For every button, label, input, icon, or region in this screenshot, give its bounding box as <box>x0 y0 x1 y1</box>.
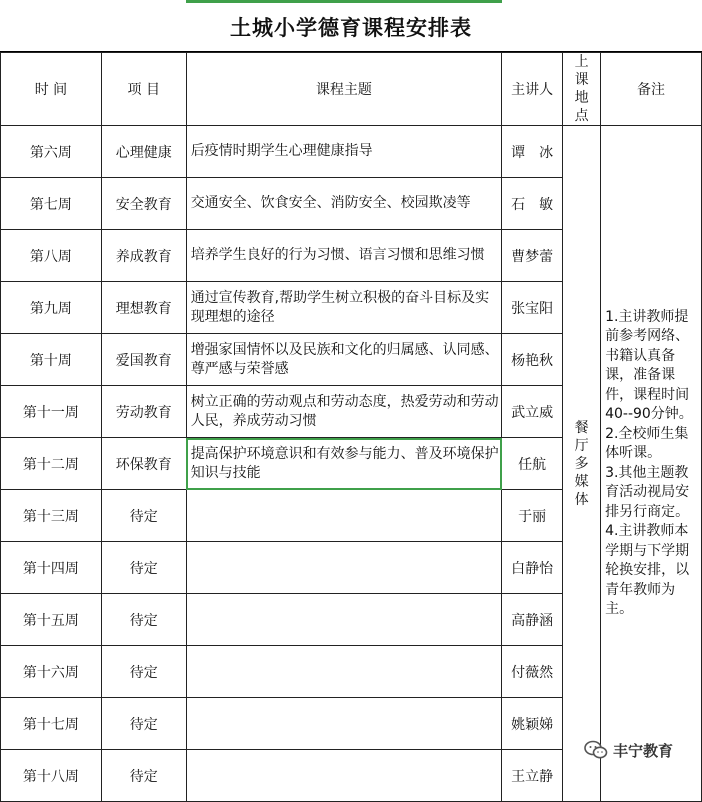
header-place <box>563 53 601 126</box>
cell-venue[interactable] <box>563 126 601 802</box>
cell-week[interactable]: 第十三周 <box>1 490 102 542</box>
cell-speaker[interactable]: 武立威 <box>502 386 563 438</box>
cell-project[interactable]: 待定 <box>101 594 186 646</box>
watermark <box>584 736 696 764</box>
cell-speaker[interactable]: 谭 冰 <box>502 126 563 178</box>
cell-project[interactable]: 心理健康 <box>101 126 186 178</box>
cell-topic[interactable]: 通过宣传教育,帮助学生树立积极的奋斗目标及实现理想的途径 <box>186 282 501 334</box>
header-place-text: 上课地点 <box>574 54 589 124</box>
cell-topic[interactable]: 后疫情时期学生心理健康指导 <box>186 126 501 178</box>
venue-text: 餐厅多媒体 <box>574 419 589 508</box>
cell-week[interactable]: 第十六周 <box>1 646 102 698</box>
cell-speaker[interactable]: 白静怡 <box>502 542 563 594</box>
cell-topic-selected[interactable]: 提高保护环境意识和有效参与能力、普及环境保护知识与技能 <box>186 438 501 490</box>
cell-topic[interactable] <box>186 490 501 542</box>
cell-topic[interactable]: 增强家国情怀以及民族和文化的归属感、认同感、尊严感与荣誉感 <box>186 334 501 386</box>
cell-topic[interactable] <box>186 750 501 802</box>
cell-speaker[interactable]: 张宝阳 <box>502 282 563 334</box>
cell-project[interactable]: 劳动教育 <box>101 386 186 438</box>
cell-topic[interactable] <box>186 646 501 698</box>
cell-week[interactable]: 第九周 <box>1 282 102 334</box>
cell-speaker[interactable]: 杨艳秋 <box>502 334 563 386</box>
cell-notes[interactable] <box>601 126 702 802</box>
cell-project[interactable]: 待定 <box>101 542 186 594</box>
header-row <box>1 53 702 126</box>
cell-week[interactable]: 第十周 <box>1 334 102 386</box>
table-body <box>1 126 702 802</box>
table-row <box>1 126 702 178</box>
cell-topic[interactable] <box>186 542 501 594</box>
schedule-table <box>0 52 702 802</box>
cell-project[interactable]: 爱国教育 <box>101 334 186 386</box>
note-line: 3.其他主题教育活动视局安排另行商定。 <box>605 464 690 520</box>
cell-project[interactable]: 待定 <box>101 698 186 750</box>
cell-topic[interactable] <box>186 698 501 750</box>
cell-project[interactable]: 环保教育 <box>101 438 186 490</box>
cell-project[interactable]: 待定 <box>101 646 186 698</box>
cell-speaker[interactable]: 石 敏 <box>502 178 563 230</box>
cell-week[interactable]: 第十二周 <box>1 438 102 490</box>
cell-project[interactable]: 理想教育 <box>101 282 186 334</box>
watermark-text: 丰宁教育 <box>613 741 674 760</box>
cell-week[interactable]: 第八周 <box>1 230 102 282</box>
header-notes: 备注 <box>601 53 702 126</box>
page-title: 土城小学德育课程安排表 <box>230 15 472 40</box>
cell-speaker[interactable]: 于丽 <box>502 490 563 542</box>
cell-week[interactable]: 第十一周 <box>1 386 102 438</box>
header-project: 项 目 <box>101 53 186 126</box>
cell-week[interactable]: 第十八周 <box>1 750 102 802</box>
cell-week[interactable]: 第十四周 <box>1 542 102 594</box>
note-line: 1.主讲教师提前参考网络、书籍认真备课，准备课件，课程时间40--90分钟。 <box>605 308 693 422</box>
cell-speaker[interactable]: 付薇然 <box>502 646 563 698</box>
cell-project[interactable]: 养成教育 <box>101 230 186 282</box>
cell-speaker[interactable]: 高静涵 <box>502 594 563 646</box>
cell-week[interactable]: 第十七周 <box>1 698 102 750</box>
cell-topic[interactable] <box>186 594 501 646</box>
cell-speaker[interactable]: 任航 <box>502 438 563 490</box>
cell-project[interactable]: 待定 <box>101 750 186 802</box>
note-line: 2.全校师生集体听课。 <box>605 425 689 461</box>
header-speaker: 主讲人 <box>502 53 563 126</box>
cell-project[interactable]: 待定 <box>101 490 186 542</box>
cell-speaker[interactable]: 姚颖娣 <box>502 698 563 750</box>
title-bar <box>0 0 702 52</box>
cell-week[interactable]: 第十五周 <box>1 594 102 646</box>
cell-project[interactable]: 安全教育 <box>101 178 186 230</box>
note-line: 4.主讲教师本学期与下学期轮换安排，以青年教师为主。 <box>605 523 690 617</box>
header-time: 时 间 <box>1 53 102 126</box>
header-topic: 课程主题 <box>186 53 501 126</box>
cell-speaker[interactable]: 王立静 <box>502 750 563 802</box>
cell-topic[interactable]: 培养学生良好的行为习惯、语言习惯和思维习惯 <box>186 230 501 282</box>
cell-topic[interactable]: 树立正确的劳动观点和劳动态度，热爱劳动和劳动人民，养成劳动习惯 <box>186 386 501 438</box>
cell-speaker[interactable]: 曹梦蕾 <box>502 230 563 282</box>
cell-week[interactable]: 第七周 <box>1 178 102 230</box>
wechat-icon <box>584 740 608 760</box>
cell-week[interactable]: 第六周 <box>1 126 102 178</box>
cell-topic[interactable]: 交通安全、饮食安全、消防安全、校园欺凌等 <box>186 178 501 230</box>
